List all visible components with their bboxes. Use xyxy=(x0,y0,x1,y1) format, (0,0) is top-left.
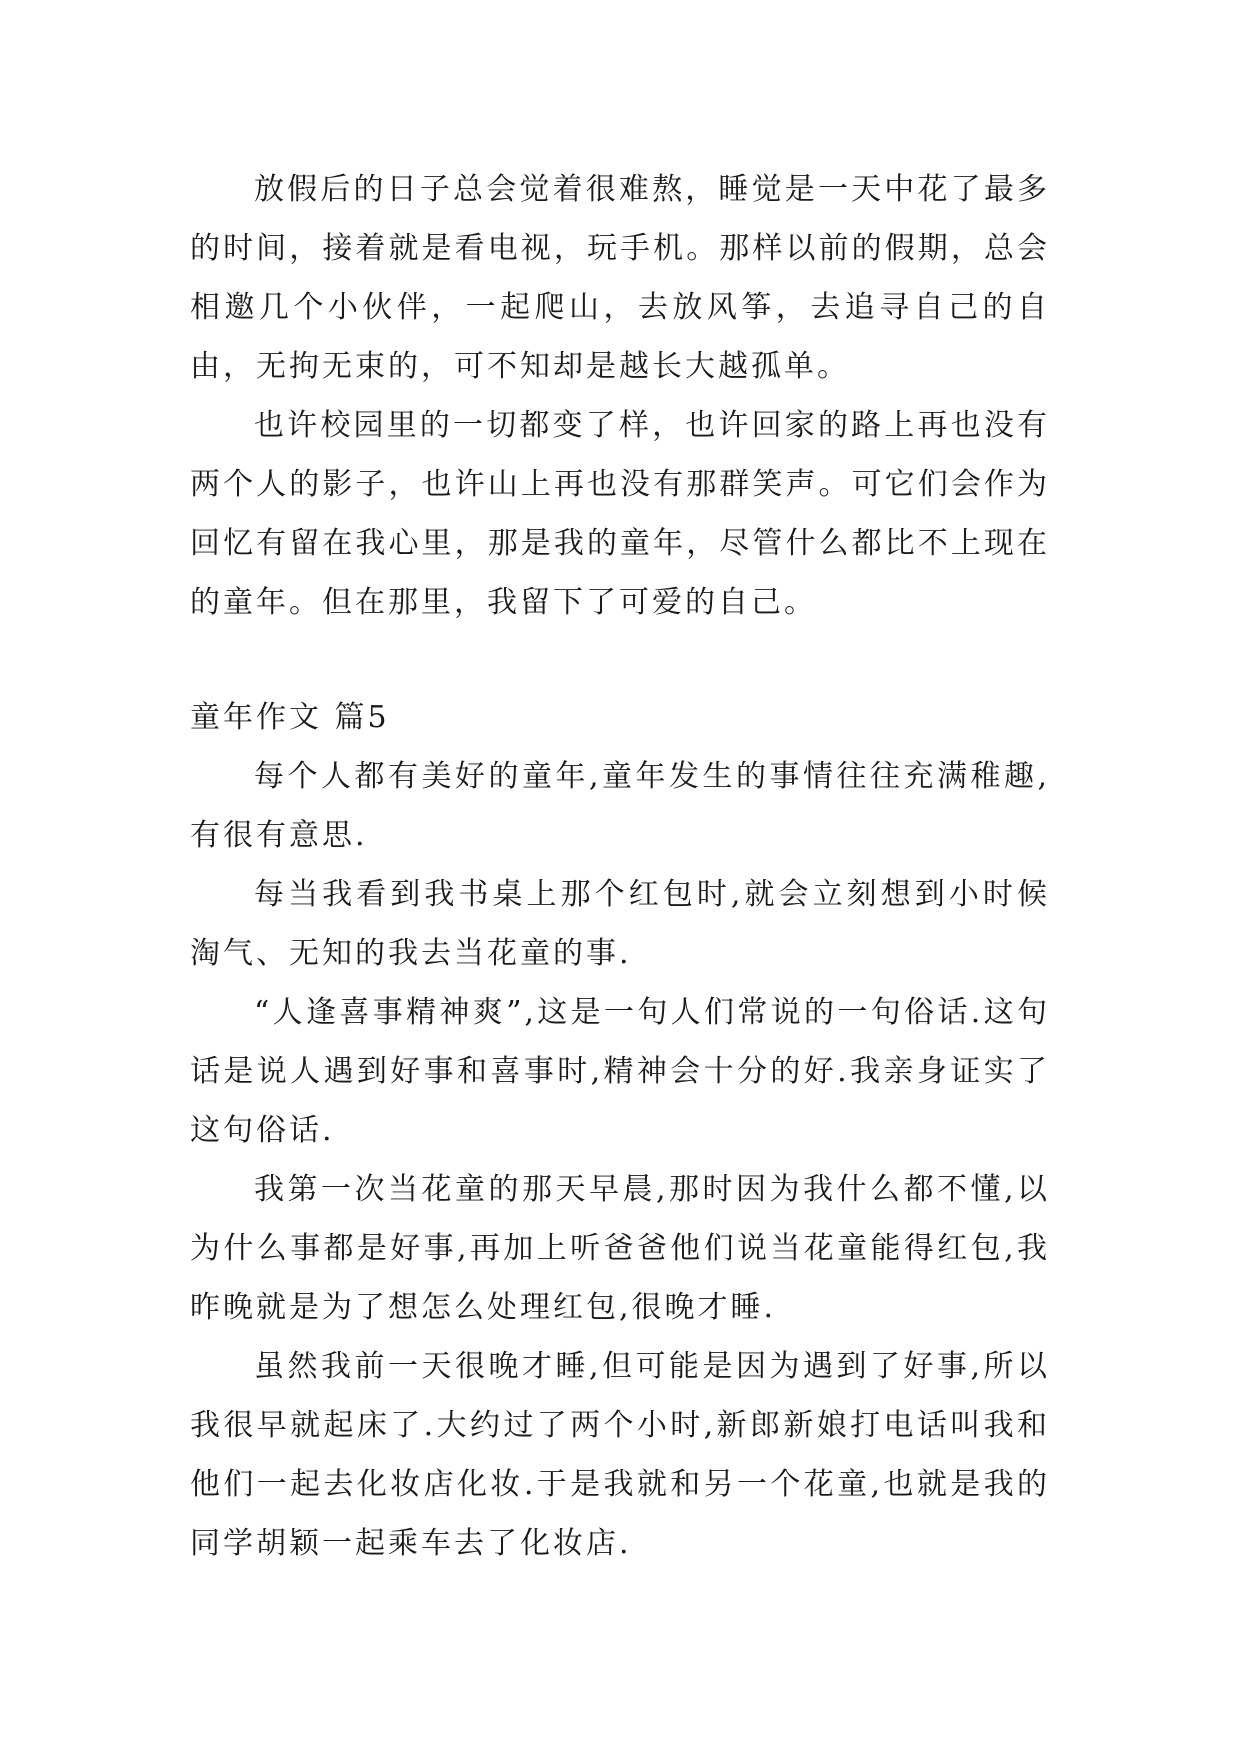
paragraph: 每当我看到我书桌上那个红包时,就会立刻想到小时候淘气、无知的我去当花童的事. xyxy=(190,877,1050,971)
paragraph: 放假后的日子总会觉着很难熬，睡觉是一天中花了最多的时间，接着就是看电视，玩手机。那样以前的假期，总会相邀几个小伙伴，一起爬山，去放风筝，去追寻自己的自由，无拘无束的，可不知却是越长大越孤单。 xyxy=(190,172,1050,384)
section-heading: 童年作文 篇5 xyxy=(190,700,390,735)
document-page xyxy=(190,160,1050,1573)
paragraph: “人逢喜事精神爽”,这是一句人们常说的一句俗话.这句话是说人遇到好事和喜事时,精神会十分的好.我亲身证实了这句俗话. xyxy=(190,995,1050,1148)
paragraph: 我第一次当花童的那天早晨,那时因为我什么都不懂,以为什么事都是好事,再加上听爸爸他们说当花童能得红包,我昨晚就是为了想怎么处理红包,很晚才睡. xyxy=(190,1172,1050,1325)
paragraph: 虽然我前一天很晚才睡,但可能是因为遇到了好事,所以我很早就起床了.大约过了两个小时,新郎新娘打电话叫我和他们一起去化妆店化妆.于是我就和另一个花童,也就是我的同学胡颖一起乘车去了化妆店. xyxy=(190,1349,1050,1561)
paragraph: 也许校园里的一切都变了样，也许回家的路上再也没有两个人的影子，也许山上再也没有那群笑声。可它们会作为回忆有留在我心里，那是我的童年，尽管什么都比不上现在的童年。但在那里，我留下了可爱的自己。 xyxy=(190,408,1050,620)
paragraph: 每个人都有美好的童年,童年发生的事情往往充满稚趣,有很有意思. xyxy=(190,759,1050,853)
